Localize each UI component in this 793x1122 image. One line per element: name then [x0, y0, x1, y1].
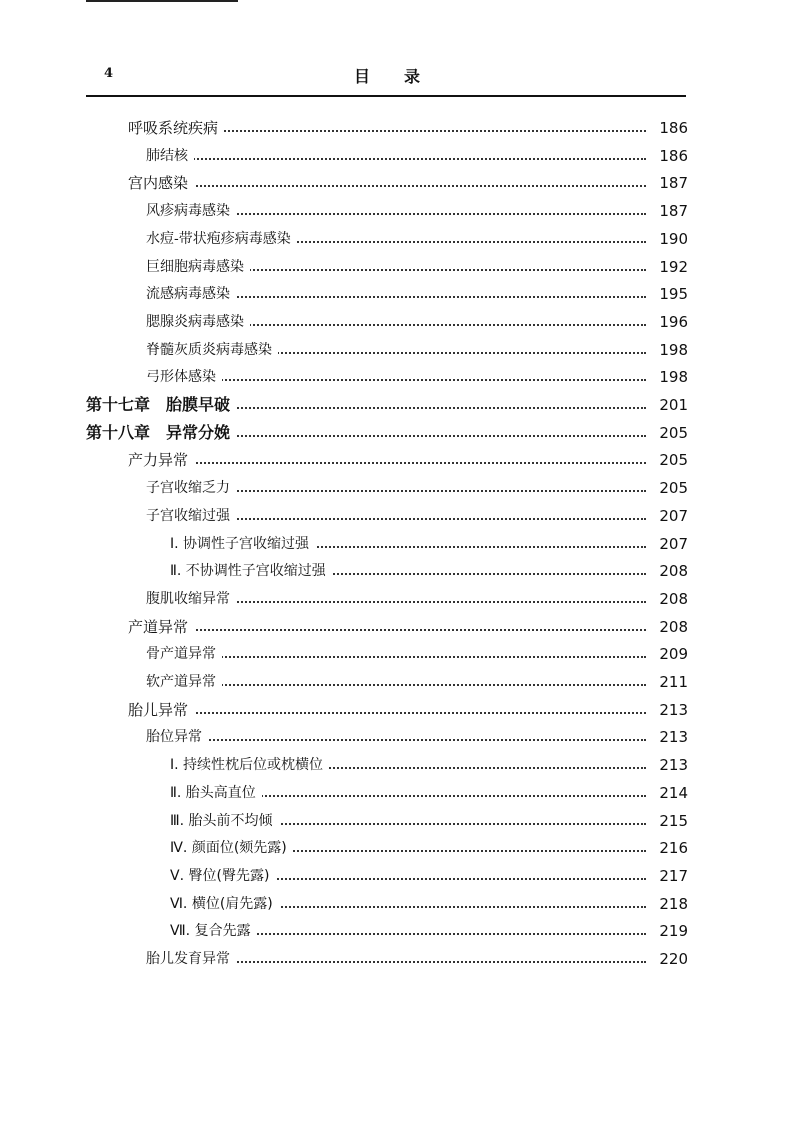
toc-entry-title: 肺结核 — [146, 147, 194, 165]
toc-entry-title: 子宫收缩乏力 — [146, 479, 236, 497]
toc-entry-title: Ⅵ. 横位(肩先露) — [170, 895, 279, 913]
toc-dot-leader — [166, 490, 646, 492]
toc-entry[interactable] — [0, 723, 793, 751]
toc-entry[interactable] — [0, 474, 793, 502]
toc-dot-leader — [166, 158, 646, 160]
toc-entry-page: 211 — [654, 673, 688, 691]
toc-entry-title: 水痘-带状疱疹病毒感染 — [146, 230, 297, 248]
toc-entry-page: 207 — [654, 535, 688, 553]
toc-entry-title: 产道异常 — [128, 618, 194, 636]
toc-entry-page: 213 — [654, 701, 688, 719]
toc-entry[interactable] — [0, 253, 793, 281]
toc-dot-leader — [166, 518, 646, 520]
toc-entry-page: 205 — [654, 424, 688, 442]
toc-entry[interactable] — [0, 336, 793, 364]
toc-entry-title: 胎位异常 — [146, 728, 208, 746]
toc-dot-leader — [148, 629, 646, 631]
toc-entry[interactable] — [0, 197, 793, 225]
toc-entry-page: 208 — [654, 618, 688, 636]
toc-entry-title: 巨细胞病毒感染 — [146, 258, 250, 276]
toc-entry[interactable] — [0, 890, 793, 918]
toc-entry-page: 218 — [654, 895, 688, 913]
toc-entry-title: 胎儿发育异常 — [146, 950, 236, 968]
toc-entry-page: 220 — [654, 950, 688, 968]
toc-entry[interactable] — [0, 530, 793, 558]
toc-entry-title: 弓形体感染 — [146, 368, 222, 386]
toc-entry-title: 流感病毒感染 — [146, 285, 236, 303]
toc-entry-page: 219 — [654, 922, 688, 940]
toc-entry-title: 子宫收缩过强 — [146, 507, 236, 525]
toc-entry[interactable] — [0, 696, 793, 724]
toc-entry[interactable] — [0, 169, 793, 197]
toc-entry[interactable] — [0, 419, 793, 447]
toc-entry-page: 187 — [654, 174, 688, 192]
toc-entry-title: Ⅳ. 颜面位(颏先露) — [170, 839, 293, 857]
toc-entry-title: 脊髓灰质炎病毒感染 — [146, 341, 278, 359]
toc-entry-page: 213 — [654, 728, 688, 746]
toc-entry-title: Ⅲ. 胎头前不均倾 — [170, 812, 279, 830]
toc-entry[interactable] — [0, 779, 793, 807]
toc-entry-page: 187 — [654, 202, 688, 220]
toc-entry-title: 产力异常 — [128, 451, 194, 469]
toc-entry[interactable] — [0, 807, 793, 835]
toc-entry-page: 208 — [654, 590, 688, 608]
toc-entry-page: 186 — [654, 119, 688, 137]
toc-dot-leader — [190, 933, 646, 935]
toc-dot-leader — [148, 462, 646, 464]
toc-entry-title: 骨产道异常 — [146, 645, 222, 663]
toc-entry-page: 198 — [654, 368, 688, 386]
toc-dot-leader — [166, 379, 646, 381]
toc-entry[interactable] — [0, 391, 793, 419]
toc-entry-title: 腮腺炎病毒感染 — [146, 313, 250, 331]
toc-entry-page: 215 — [654, 812, 688, 830]
toc-entry-page: 195 — [654, 285, 688, 303]
toc-entry[interactable] — [0, 668, 793, 696]
toc-entry-title: Ⅱ. 不协调性子宫收缩过强 — [170, 562, 332, 580]
toc-entry-page: 208 — [654, 562, 688, 580]
toc-entry-title: 风疹病毒感染 — [146, 202, 236, 220]
toc-entry[interactable] — [0, 280, 793, 308]
toc-entry-title: Ⅰ. 持续性枕后位或枕横位 — [170, 756, 329, 774]
toc-entry[interactable] — [0, 917, 793, 945]
toc-entry[interactable] — [0, 363, 793, 391]
toc-entry-page: 186 — [654, 147, 688, 165]
toc-entry[interactable] — [0, 751, 793, 779]
toc-entry-title: Ⅱ. 胎头高直位 — [170, 784, 262, 802]
toc-dot-leader — [148, 712, 646, 714]
toc-entry[interactable] — [0, 557, 793, 585]
toc-dot-leader — [166, 296, 646, 298]
toc-entry-page: 190 — [654, 230, 688, 248]
toc-entry[interactable] — [0, 613, 793, 641]
toc-dot-leader — [166, 961, 646, 963]
toc-entry-title: 软产道异常 — [146, 673, 222, 691]
toc-entry[interactable] — [0, 446, 793, 474]
toc-entry-page: 209 — [654, 645, 688, 663]
toc-entry[interactable] — [0, 585, 793, 613]
toc-entry-title: 腹肌收缩异常 — [146, 590, 236, 608]
toc-entry[interactable] — [0, 142, 793, 170]
toc-entry-page: 201 — [654, 396, 688, 414]
toc-entry-title: 呼吸系统疾病 — [128, 119, 224, 137]
toc-entry-title: Ⅴ. 臀位(臀先露) — [170, 867, 275, 885]
toc-entry-title: 胎儿异常 — [128, 701, 194, 719]
toc-dot-leader — [166, 684, 646, 686]
toc-entry-title: 宫内感染 — [128, 174, 194, 192]
toc-dot-leader — [166, 656, 646, 658]
toc-entry-title: Ⅶ. 复合先露 — [170, 922, 257, 940]
toc-entry-page: 205 — [654, 479, 688, 497]
toc-entry[interactable] — [0, 862, 793, 890]
toc-dot-leader — [166, 739, 646, 741]
toc-entry-page: 198 — [654, 341, 688, 359]
toc-entry-page: 192 — [654, 258, 688, 276]
toc-entry-page: 216 — [654, 839, 688, 857]
page-header — [86, 64, 686, 94]
top-edge-rule — [86, 0, 238, 2]
toc-dot-leader — [166, 213, 646, 215]
toc-entry[interactable] — [0, 640, 793, 668]
toc-entry-page: 217 — [654, 867, 688, 885]
toc-entry-page: 207 — [654, 507, 688, 525]
toc-entry-title: 第十七章 胎膜早破 — [86, 396, 236, 414]
toc-entry-title: 第十八章 异常分娩 — [86, 424, 236, 442]
header-title: 目录 — [354, 67, 455, 86]
toc-entry[interactable] — [0, 308, 793, 336]
page-number: 4 — [104, 66, 114, 81]
header-rule — [86, 95, 686, 97]
toc-entry[interactable] — [0, 945, 793, 973]
toc-entry[interactable] — [0, 114, 793, 142]
toc-entry[interactable] — [0, 834, 793, 862]
toc-entry-page: 205 — [654, 451, 688, 469]
toc-entry-title: Ⅰ. 协调性子宫收缩过强 — [170, 535, 315, 553]
toc-entry-page: 196 — [654, 313, 688, 331]
toc-dot-leader — [148, 185, 646, 187]
toc-entry[interactable] — [0, 225, 793, 253]
toc-entry[interactable] — [0, 502, 793, 530]
toc-entry-page: 213 — [654, 756, 688, 774]
toc-entry-page: 214 — [654, 784, 688, 802]
toc-dot-leader — [166, 601, 646, 603]
